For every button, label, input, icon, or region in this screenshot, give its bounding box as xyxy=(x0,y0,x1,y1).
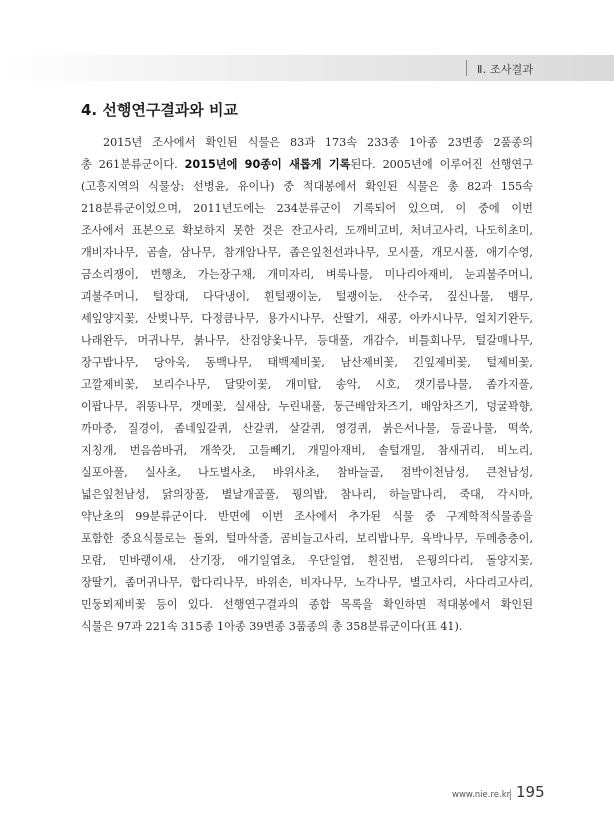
text-segment: 된다. 2005년에 이루어진 선행연구 xyxy=(350,158,533,171)
text-line: 약난초의 99분류군이다. 반면에 이번 조사에서 추가된 식물 중 구계학적식물종을 xyxy=(81,510,533,523)
text-line: 2015년 조사에서 확인된 식물은 83과 173속 233종 1아종 23변종 2품종의 xyxy=(103,136,533,149)
text-line-with-emphasis xyxy=(81,154,533,176)
text-line: 금소리쟁이, 번행초, 가는장구채, 개미자리, 벼룩나물, 미나리아재비, 눈괴불주머니, xyxy=(81,268,533,281)
emphasis-text: 2015년에 90종이 새롭게 기록 xyxy=(184,158,351,171)
text-line: 실포아풀, 실사초, 나도별사초, 바위사초, 참바늘골, 점박이천남성, 큰천남성, xyxy=(81,466,533,479)
page-number: 195 xyxy=(516,783,545,801)
text-line: 식물은 97과 221속 315종 1아종 39변종 3품종의 총 358분류군이다(표 41). xyxy=(81,620,463,633)
text-line: 장딸기, 좀머귀나무, 합다리나무, 바위손, 비자나무, 노각나무, 별고사리, 사다리고사리, xyxy=(81,576,533,589)
text-line: 세잎양지꽃, 산벚나무, 다정큼나무, 용가시나무, 산딸기, 새콩, 아카시나무, 얼치기완두, xyxy=(81,312,533,325)
text-line: (고흥지역의 식물상: 선병윤, 유이나) 중 적대봉에서 확인된 식물은 총 82과 155속 xyxy=(81,180,533,193)
text-line: 조사에서 표본으로 확보하지 못한 것은 잔고사리, 도깨비고비, 처녀고사리, 나도히초미, xyxy=(81,224,533,237)
footer-url: www.nie.re.kr xyxy=(452,790,511,800)
text-line: 이팝나무, 쥐똥나무, 갯메꽃, 실새삼, 누린내풀, 둥근배암차즈기, 배암차즈기, 덩굴꽉향, xyxy=(81,400,533,413)
text-line: 고깔제비꽃, 보리수나무, 달맞이꽃, 개미탑, 송악, 시호, 갯기름나물, 좀가지풀, xyxy=(81,378,533,391)
section-title: 4. 선행연구결과와 비교 xyxy=(81,101,238,119)
chapter-label: Ⅱ. 조사결과 xyxy=(477,63,534,76)
text-line: 나래완두, 머귀나무, 붉나무, 산검양옻나무, 등대풀, 개감수, 비틀회나무, 털갈매나무, xyxy=(81,334,533,347)
text-line: 넓은잎천남성, 닭의장풀, 별날개골풀, 꿩의밥, 참나리, 하늘말나리, 죽대, 각시마, xyxy=(81,488,533,501)
text-line: 지칭개, 번음씀바귀, 개쑥갓, 고들빼기, 개밀아재비, 솔털개밀, 참새귀리, 비노리, xyxy=(81,444,533,457)
text-line: 개비자나무, 곰솔, 삼나무, 참개암나무, 좁은잎천선과나무, 모시풀, 개모시풀, 애기수영, xyxy=(81,246,533,259)
text-line: 괴불주머니, 털장대, 다닥냉이, 흰털괭이눈, 털괭이눈, 산수국, 짚신나물, 뱀무, xyxy=(81,290,533,303)
text-line: 모람, 민바랭이새, 산기장, 애기일엽초, 우단일엽, 흰진범, 은꿩의다리, 돌양지꽃, xyxy=(81,554,533,567)
text-line: 민둥뫼제비꽃 등이 있다. 선행연구결과의 종합 목록을 확인하면 적대봉에서 확인된 xyxy=(81,598,533,611)
text-line: 218분류군이었으며, 2011년도에는 234분류군이 기록되어 있으며, 이 중에 이번 xyxy=(81,202,533,215)
text-segment: 총 261분류군이다. xyxy=(81,158,185,171)
header-divider xyxy=(466,60,467,76)
text-line: 장구밥나무, 당아욱, 동백나무, 태백제비꽃, 남산제비꽃, 긴잎제비꽃, 털제비꽃, xyxy=(81,356,533,369)
text-line: 포함한 중요식물로는 돌외, 털마삭줄, 곰비늘고사리, 보리밥나무, 육박나무, 두메층층이, xyxy=(81,532,533,545)
text-line: 까마중, 질경이, 좀네잎갈퀴, 산갈퀴, 살갈퀴, 영경퀴, 붉은서나물, 등골나물, 떡쑥, xyxy=(81,422,533,435)
body-paragraph xyxy=(81,132,533,638)
footer-separator xyxy=(510,789,511,800)
